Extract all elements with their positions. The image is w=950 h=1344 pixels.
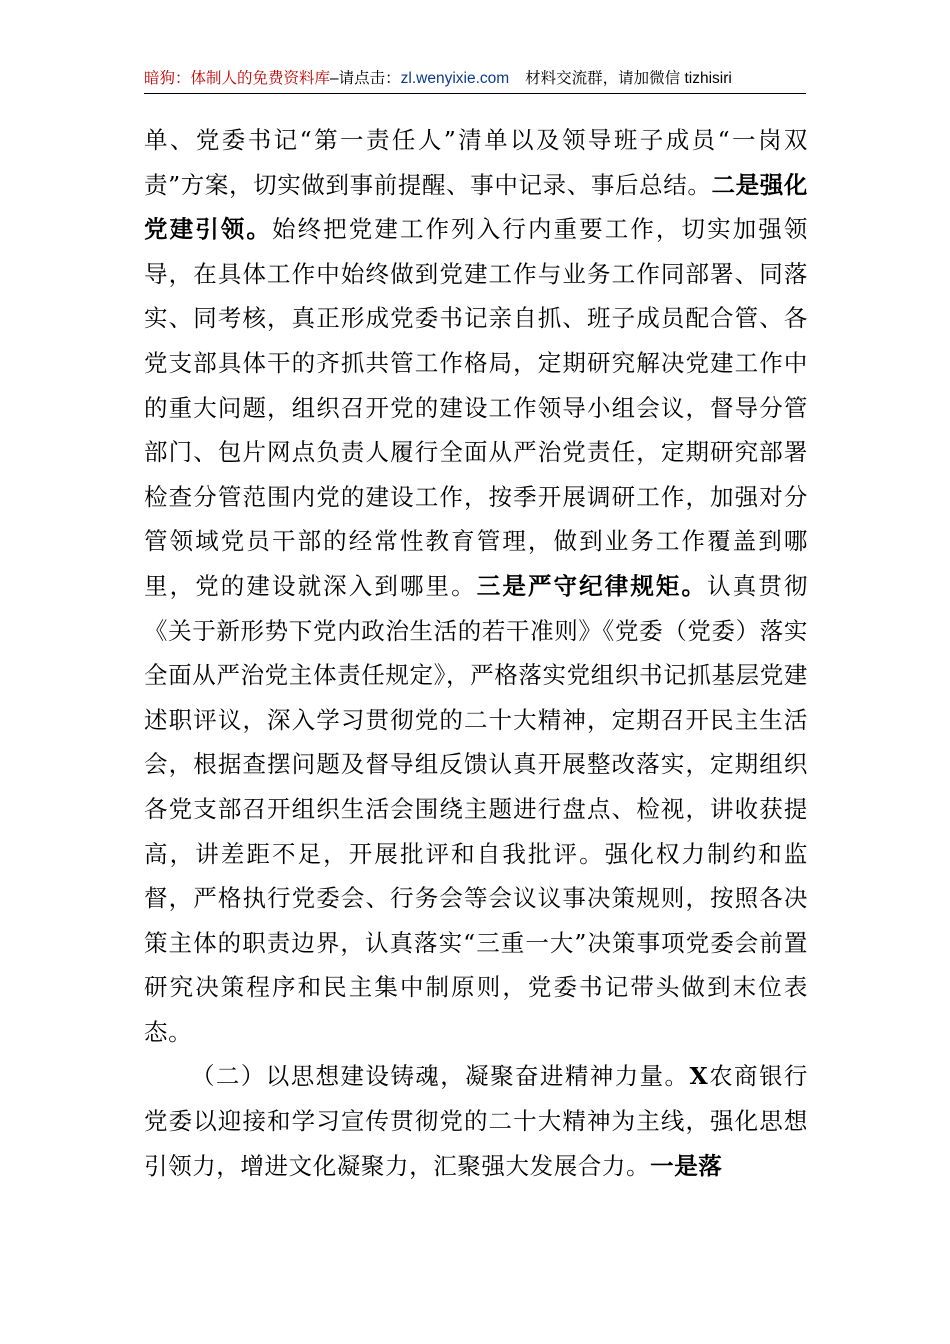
paragraph	[144, 1054, 808, 1188]
header-divider	[144, 93, 806, 94]
bold-run: X	[689, 1062, 709, 1091]
text-run: 始终把党建工作列入行内重要工作，切实加强领导，在具体工作中始终做到党建工作与业务工作同部署、同落实、同考核，真正形成党委书记亲自抓、班子成员配合管、各党支部具体干的齐抓共管工作格局，定期研究解决党建工作中的重大问题，组织召开党的建设工作领导小组会议，督导分管部门、包片网点负责人履行全面从严治党责任，定期研究部署检查分管范围内党的建设工作，按季开展调研工作，加强对分管领域党员干部的经常性教育管理，做到业务工作覆盖到哪里，党的建设就深入到哪里。	[144, 215, 808, 600]
bold-run: 二是强化党建引领。	[144, 170, 808, 244]
bold-run: 一是落	[650, 1151, 723, 1180]
paragraph	[144, 118, 808, 1054]
header-link[interactable]: zl.wenyixie.com	[400, 70, 510, 87]
header-brand: 暗狗：体制人的免费资料库	[144, 70, 331, 87]
header-prompt: –请点击：	[330, 70, 401, 87]
text-run: （二）以思想建设铸魂，凝聚奋进精神力量。	[191, 1062, 690, 1091]
body-text	[144, 118, 808, 1188]
text-run: 单、党委书记“第一责任人”清单以及领导班子成员“一岗双责”方案，切实做到事前提醒、事中记录、事后总结。	[144, 126, 808, 199]
page-header	[144, 66, 806, 92]
header-contact: 材料交流群，请加微信 tizhisiri	[525, 70, 732, 87]
text-run: 农商银行党委以迎接和学习宣传贯彻党的二十大精神为主线，强化思想引领力，增进文化凝聚力，汇聚强大发展合力。	[144, 1062, 809, 1180]
bold-run: 三是严守纪律规矩。	[476, 571, 708, 600]
text-run: 认真贯彻《关于新形势下党内政治生活的若干准则》《党委（党委）落实全面从严治党主体责任规定》，严格落实党组织书记抓基层党建述职评议，深入学习贯彻党的二十大精神，定期召开民主生活会，根据查摆问题及督导组反馈认真开展整改落实，定期组织各党支部召开组织生活会围绕主题进行盘点、检视，讲收获提高，讲差距不足，开展批评和自我批评。强化权力制约和监督，严格执行党委会、行务会等会议议事决策规则，按照各决策主体的职责边界，认真落实“三重一大”决策事项党委会前置研究决策程序和民主集中制原则，党委书记带头做到末位表态。	[144, 571, 808, 1046]
